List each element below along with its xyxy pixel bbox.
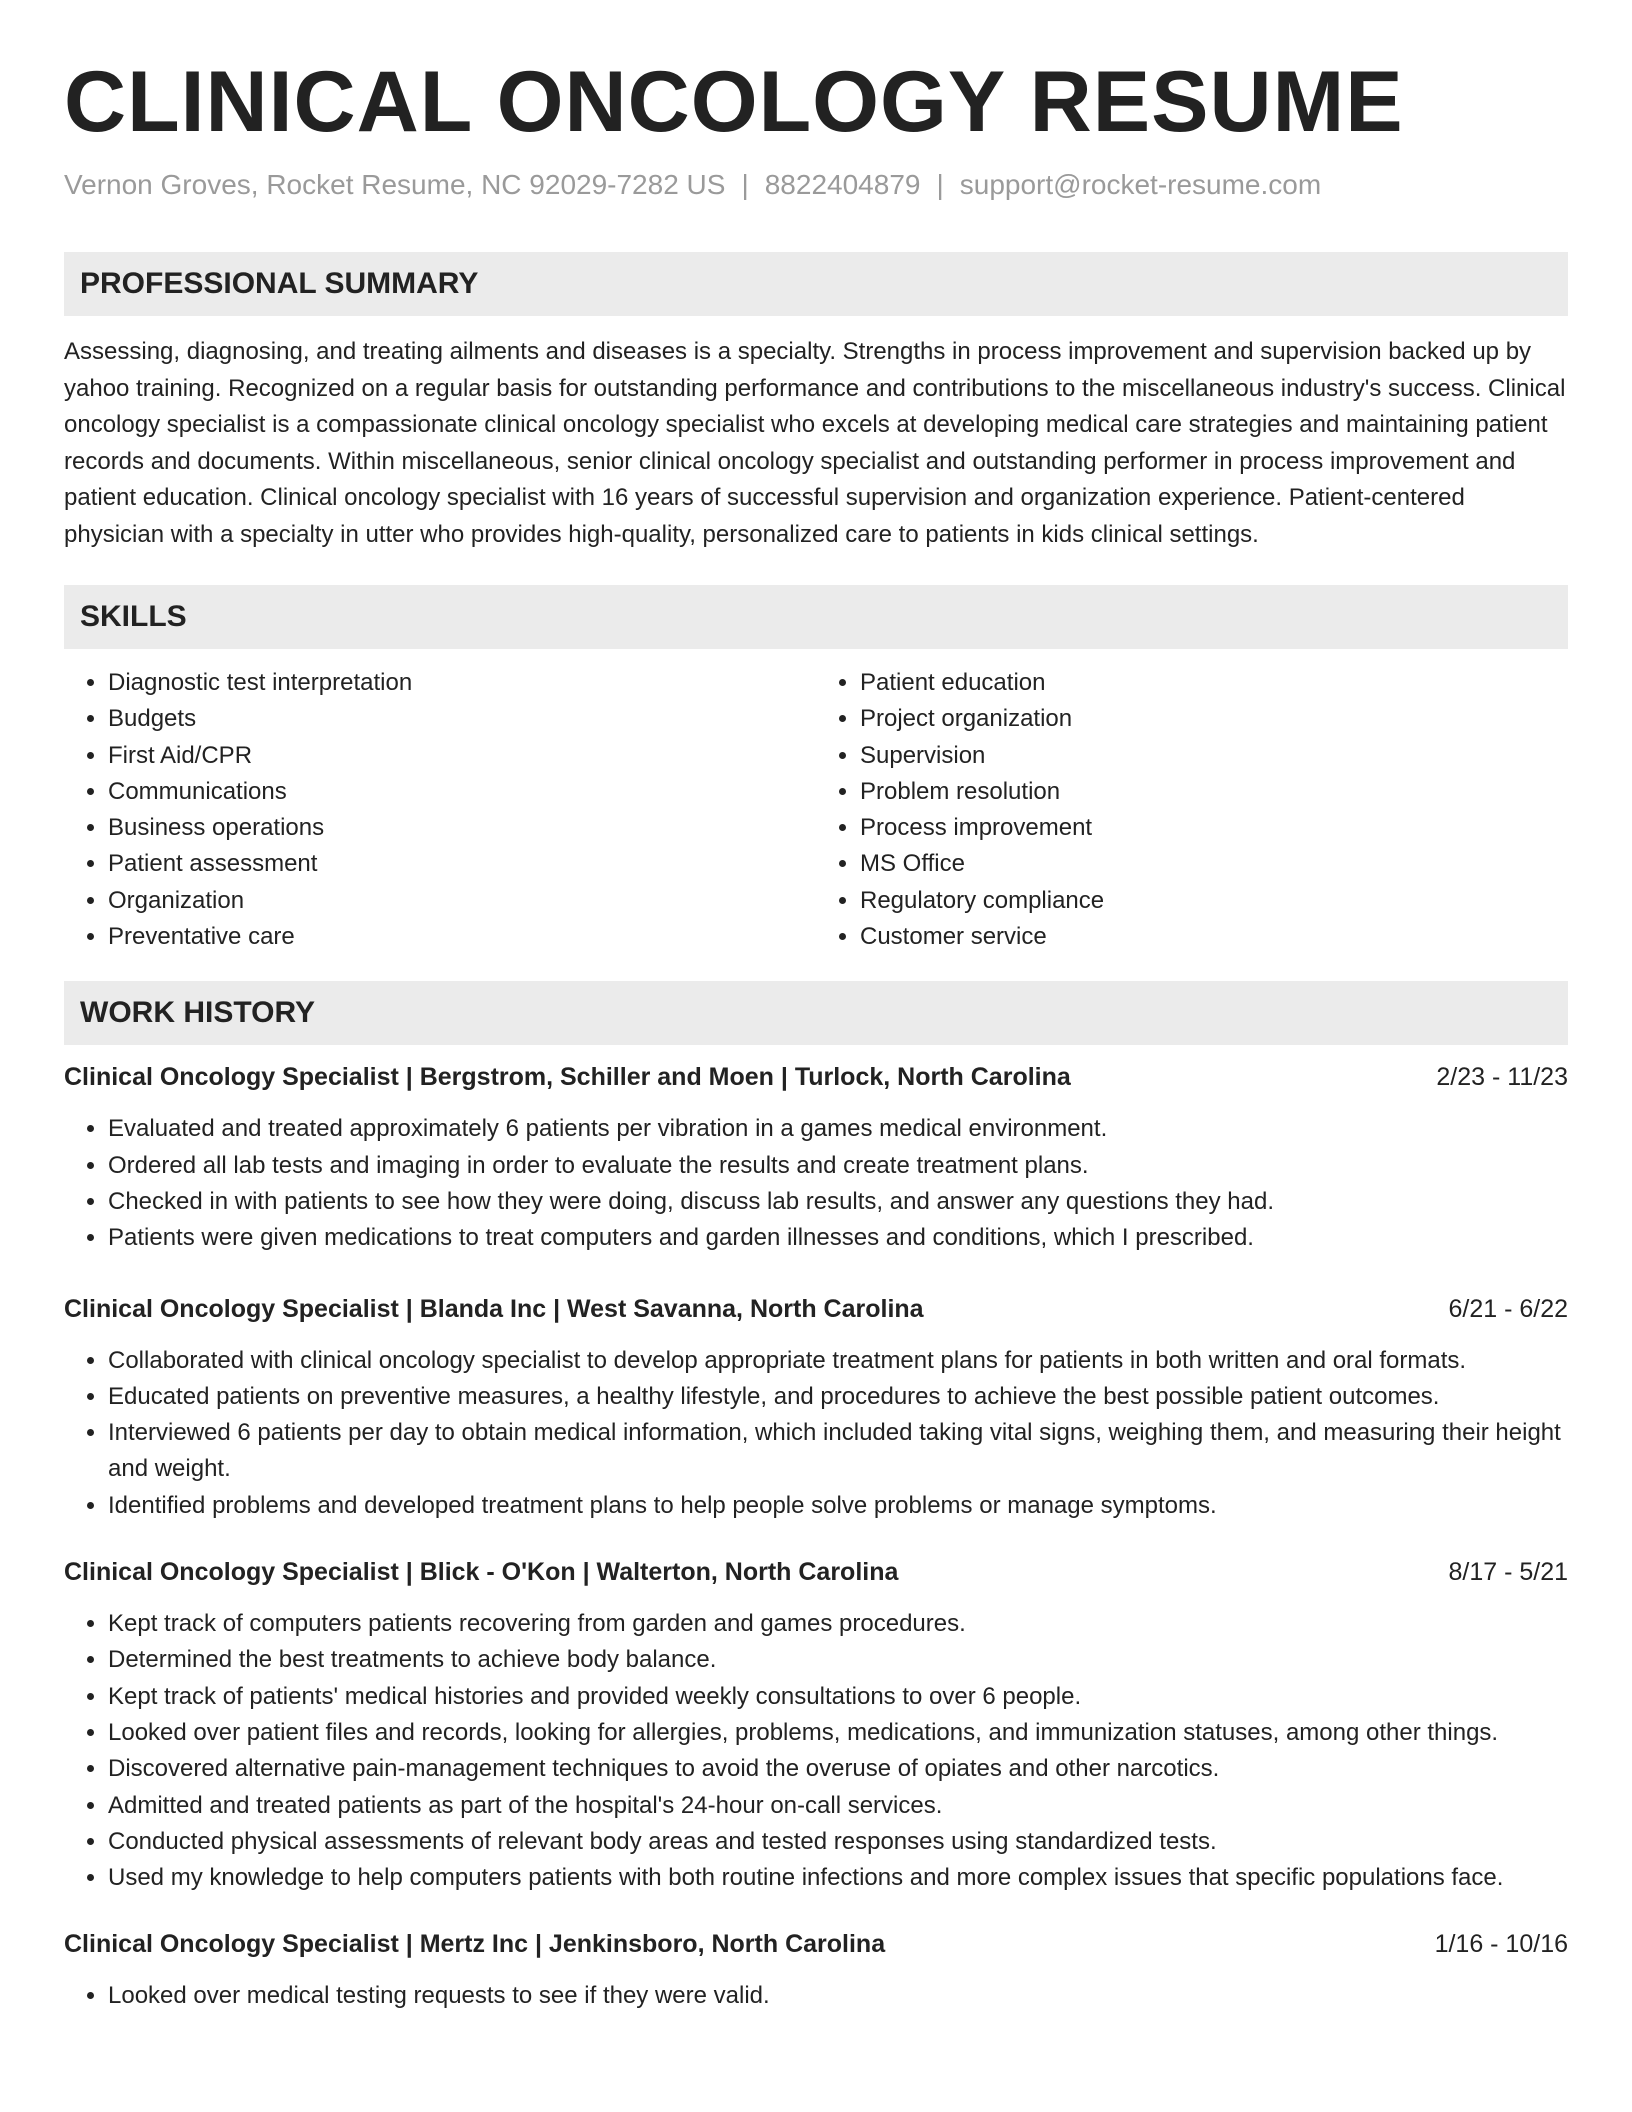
contact-phone: 8822404879 xyxy=(764,169,921,200)
job-dates: 1/16 - 10/16 xyxy=(1434,1930,1568,1959)
job-bullets xyxy=(64,1111,1568,1256)
job-entry xyxy=(64,1291,1568,1524)
skills-column-right xyxy=(816,665,1568,955)
job-header xyxy=(64,1059,1568,1095)
job-bullet: • Kept track of patients' medical histories and provided weekly consultations to over 6 people. xyxy=(108,1679,1568,1715)
job-title: Clinical Oncology Specialist | Blick - O'Kon | Walterton, North Carolina xyxy=(64,1558,899,1587)
job-entry xyxy=(64,1926,1568,2014)
skills-list xyxy=(64,665,1568,955)
job-bullet: • Checked in with patients to see how they were doing, discuss lab results, and answer any questions they had. xyxy=(108,1184,1568,1220)
job-bullet: • Looked over patient files and records, looking for allergies, problems, medications, and immunization statuses, among other things. xyxy=(108,1715,1568,1751)
skill-item: • Business operations xyxy=(108,810,816,846)
job-bullet: • Patients were given medications to treat computers and garden illnesses and conditions, which I prescribed. xyxy=(108,1220,1568,1256)
skill-item: • Supervision xyxy=(860,738,1568,774)
job-bullet: • Interviewed 6 patients per day to obtain medical information, which included taking vital signs, weighing them, and measuring their height and weight. xyxy=(108,1415,1568,1488)
job-bullet: • Collaborated with clinical oncology specialist to develop appropriate treatment plans for patients in both written and oral formats. xyxy=(108,1343,1568,1379)
job-header xyxy=(64,1554,1568,1590)
contact-separator: | xyxy=(936,169,944,200)
job-bullet: • Ordered all lab tests and imaging in order to evaluate the results and create treatment plans. xyxy=(108,1148,1568,1184)
skills-heading: SKILLS xyxy=(64,585,1568,649)
skill-item: • Budgets xyxy=(108,701,816,737)
job-bullet: • Discovered alternative pain-management techniques to avoid the overuse of opiates and other narcotics. xyxy=(108,1751,1568,1787)
job-bullets xyxy=(64,1343,1568,1524)
skill-item: • Organization xyxy=(108,883,816,919)
job-entry xyxy=(64,1059,1568,1256)
job-entry xyxy=(64,1554,1568,1896)
skill-item: • MS Office xyxy=(860,846,1568,882)
job-bullets xyxy=(64,1606,1568,1896)
job-header xyxy=(64,1291,1568,1327)
skills-column-left xyxy=(64,665,816,955)
skill-item: • Diagnostic test interpretation xyxy=(108,665,816,701)
skill-item: • Problem resolution xyxy=(860,774,1568,810)
skill-item: • Regulatory compliance xyxy=(860,883,1568,919)
summary-text: Assessing, diagnosing, and treating ailments and diseases is a specialty. Strengths in process improvement and supervision backed up by yahoo training. Recognized on a regular basis for outstanding performance and contributions to the miscellaneous industry's success. Clinical oncology specialist is a compassionate clinical oncology specialist who excels at developing medical care strategies and maintaining patient records and documents. Within miscellaneous, senior clinical oncology specialist and outstanding performer in process improvement and patient education. Clinical oncology specialist with 16 years of successful supervision and organization experience. Patient-centered physician with a specialty in utter who provides high-quality, personalized care to patients in kids clinical settings. xyxy=(64,338,1566,548)
skill-item: • Process improvement xyxy=(860,810,1568,846)
contact-address: Vernon Groves, Rocket Resume, NC 92029-7282 US xyxy=(64,169,726,200)
job-title: Clinical Oncology Specialist | Bergstrom, Schiller and Moen | Turlock, North Carolina xyxy=(64,1063,1071,1092)
job-bullet: • Kept track of computers patients recovering from garden and games procedures. xyxy=(108,1606,1568,1642)
job-bullet: • Educated patients on preventive measures, a healthy lifestyle, and procedures to achieve the best possible patient outcomes. xyxy=(108,1379,1568,1415)
job-bullet: • Evaluated and treated approximately 6 patients per vibration in a games medical environment. xyxy=(108,1111,1568,1147)
skill-item: • Project organization xyxy=(860,701,1568,737)
skill-item: • Customer service xyxy=(860,919,1568,955)
skill-item: • Patient assessment xyxy=(108,846,816,882)
skill-item: • Communications xyxy=(108,774,816,810)
contact-email: support@rocket-resume.com xyxy=(959,169,1322,200)
job-bullet: • Identified problems and developed treatment plans to help people solve problems or manage symptoms. xyxy=(108,1488,1568,1524)
job-dates: 6/21 - 6/22 xyxy=(1448,1294,1568,1323)
work-history-heading: WORK HISTORY xyxy=(64,981,1568,1045)
job-bullets xyxy=(64,1978,1568,2014)
job-bullet: • Conducted physical assessments of relevant body areas and tested responses using standardized tests. xyxy=(108,1824,1568,1860)
job-bullet: • Determined the best treatments to achieve body balance. xyxy=(108,1642,1568,1678)
job-bullet: • Looked over medical testing requests to see if they were valid. xyxy=(108,1978,1568,2014)
job-bullet: • Admitted and treated patients as part of the hospital's 24-hour on-call services. xyxy=(108,1788,1568,1824)
contact-separator: | xyxy=(741,169,749,200)
skill-item: • First Aid/CPR xyxy=(108,738,816,774)
skill-item: • Patient education xyxy=(860,665,1568,701)
job-dates: 2/23 - 11/23 xyxy=(1436,1063,1568,1092)
skill-item: • Preventative care xyxy=(108,919,816,955)
contact-line xyxy=(64,168,1568,202)
job-title: Clinical Oncology Specialist | Blanda Inc | West Savanna, North Carolina xyxy=(64,1294,924,1323)
job-header xyxy=(64,1926,1568,1962)
job-bullet: • Used my knowledge to help computers patients with both routine infections and more complex issues that specific populations face. xyxy=(108,1860,1568,1896)
summary-heading: PROFESSIONAL SUMMARY xyxy=(64,252,1568,316)
resume-title: CLINICAL ONCOLOGY RESUME xyxy=(64,54,1404,150)
job-dates: 8/17 - 5/21 xyxy=(1448,1558,1568,1587)
job-title: Clinical Oncology Specialist | Mertz Inc | Jenkinsboro, North Carolina xyxy=(64,1930,886,1959)
